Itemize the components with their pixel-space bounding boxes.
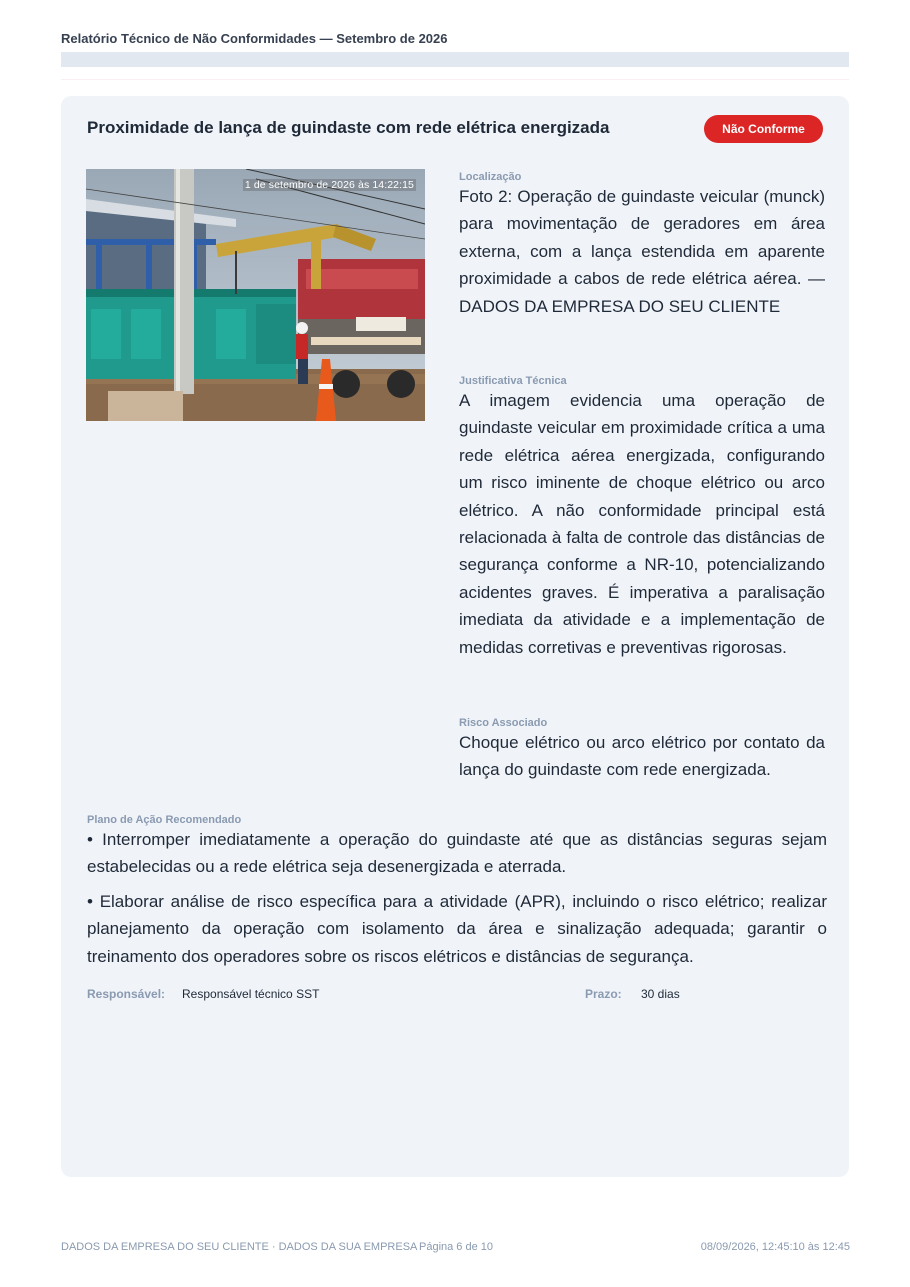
- risk-label: Risco Associado: [459, 717, 548, 729]
- finding-title: Proximidade de lança de guindaste com rede elétrica energizada: [87, 118, 610, 137]
- footer-page-number: Página 6 de 10: [419, 1241, 494, 1253]
- location-label: Localização: [459, 171, 522, 183]
- location-text: Foto 2: Operação de guindaste veicular (munck) para movimentação de geradores em área externa, com a lança estendida em aparente proximidade a cabos de rede elétrica aérea. — DADOS DA EMPRESA DO SEU CLIENTE: [459, 187, 825, 316]
- risk-text: Choque elétrico ou arco elétrico por contato da lança do guindaste com rede energizada.: [459, 733, 825, 780]
- deadline-label: Prazo:: [585, 987, 622, 1001]
- action-plan-item: • Interromper imediatamente a operação do guindaste até que as distâncias seguras sejam estabelecidas ou a rede elétrica seja desenergizada e aterrada.: [87, 830, 827, 877]
- finding-card: [61, 96, 849, 1177]
- report-title: Relatório Técnico de Não Conformidades — Setembro de 2026: [61, 31, 448, 46]
- footer-company: DADOS DA EMPRESA DO SEU CLIENTE · DADOS DA SUA EMPRESA: [61, 1241, 418, 1253]
- deadline-value: 30 dias: [641, 987, 680, 1001]
- status-badge: Não Conforme: [704, 115, 823, 143]
- justification-section: [459, 375, 825, 661]
- photo-timestamp: 1 de setembro de 2026 às 14:22:15: [244, 179, 414, 191]
- header-band: [61, 52, 849, 67]
- action-plan-item: • Elaborar análise de risco específica para a atividade (APR), incluindo o risco elétrico; realizar planejamento da operação com isolamento da área e sinalização adequada; garantir o treinamento dos operadores sobre os riscos elétricos e distâncias de segurança.: [87, 891, 827, 966]
- responsible-label: Responsável:: [87, 987, 166, 1001]
- responsible-value: Responsável técnico SST: [182, 987, 320, 1001]
- action-plan-section: [87, 814, 827, 977]
- justification-label: Justificativa Técnica: [459, 375, 567, 387]
- header-divider: [61, 79, 849, 80]
- footer-timestamp: 08/09/2026, 12:45:10 às 12:45: [700, 1241, 850, 1253]
- justification-text: A imagem evidencia uma operação de guindaste veicular em proximidade crítica a uma rede elétrica aérea energizada, configurando um risco iminente de choque elétrico ou arco elétrico. A não conformidade principal está relacionada à falta de controle das distâncias de segurança conforme a NR-10, potencializando acidentes graves. É imperativa a paralisação imediata da atividade e a implementação de medidas corretivas e preventivas rigorosas.: [459, 391, 825, 657]
- action-plan-label: Plano de Ação Recomendado: [87, 814, 242, 826]
- evidence-photo: [86, 169, 425, 421]
- location-section: [459, 171, 825, 320]
- risk-section: [459, 717, 825, 784]
